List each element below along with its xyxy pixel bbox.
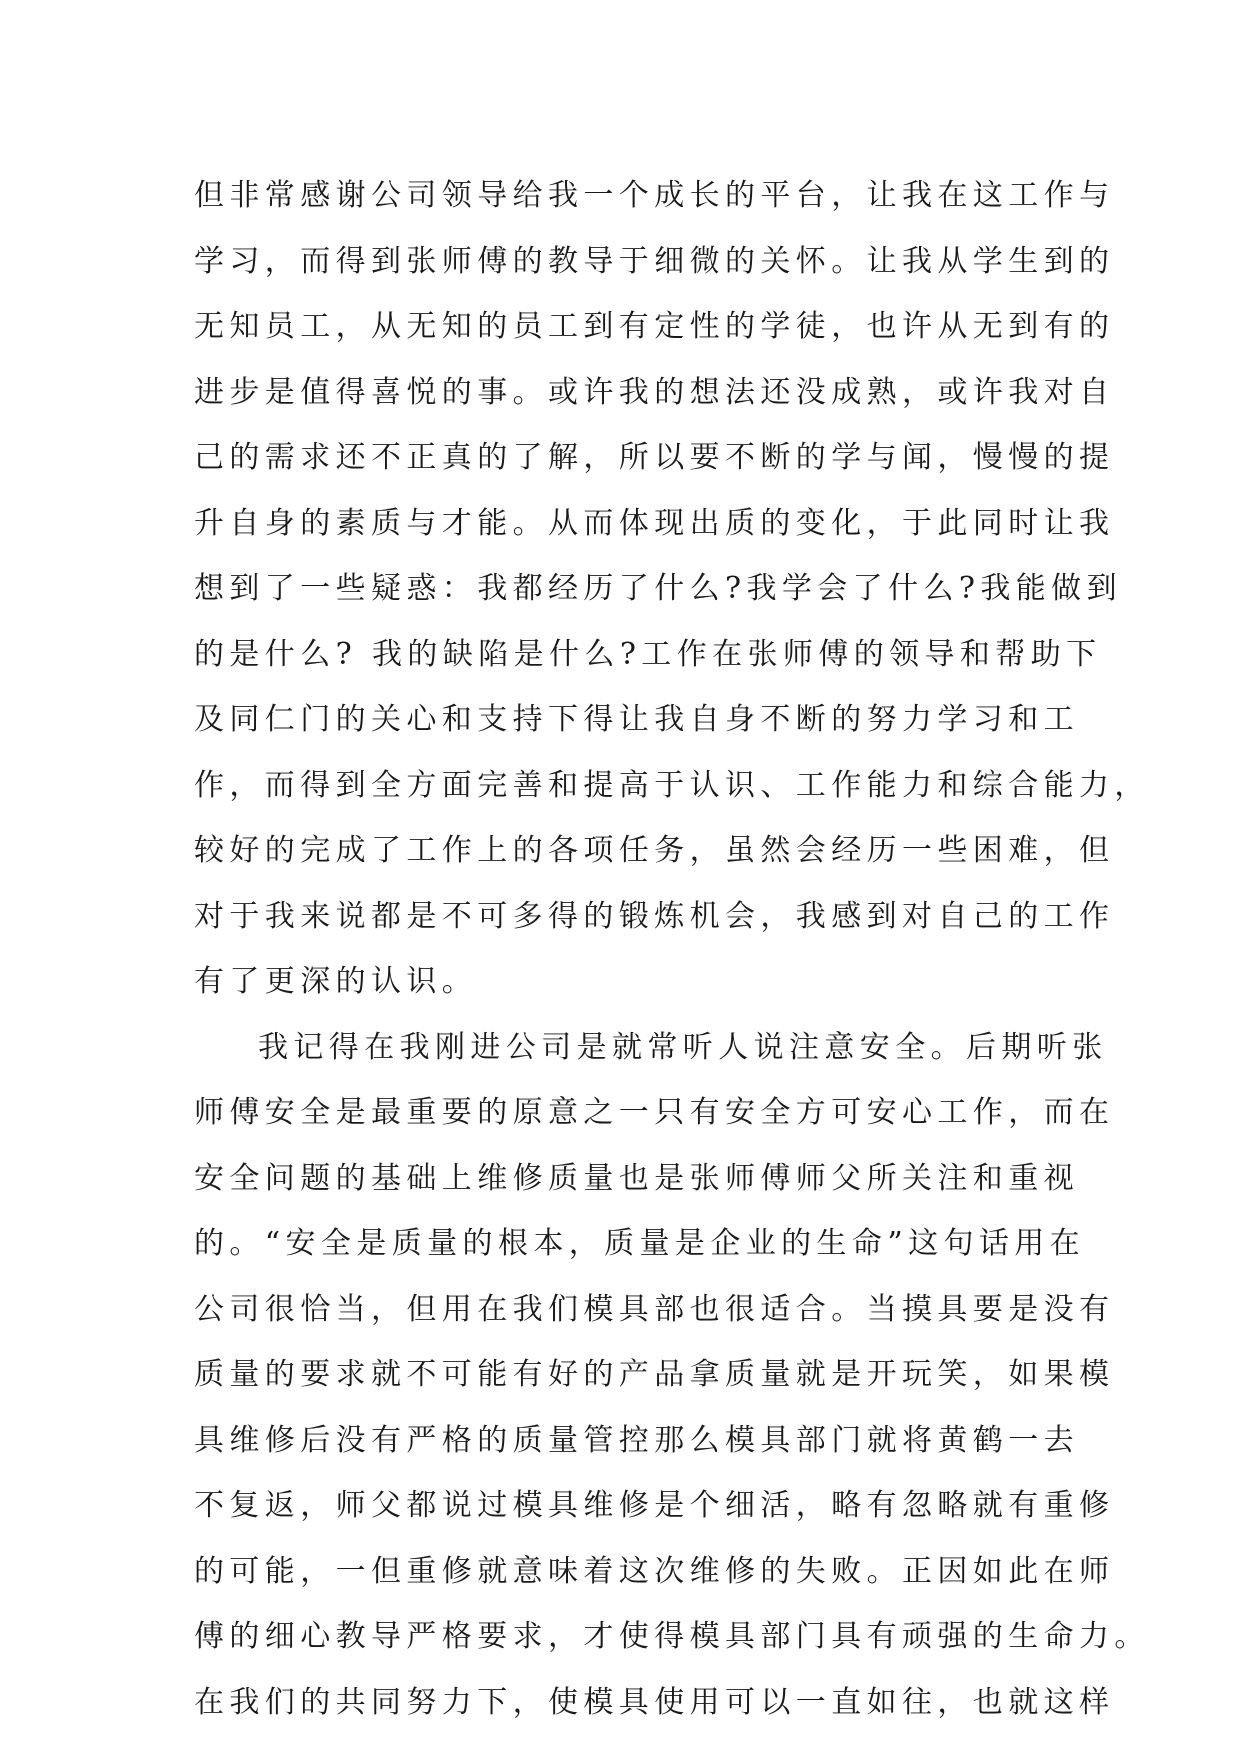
text-line: 无知员工，从无知的员工到有定性的学徒，也许从无到有的	[194, 309, 1115, 344]
text-line: 在我们的共同努力下，使模具使用可以一直如往，也就这样	[194, 1684, 1115, 1720]
text-line: 的。“安全是质量的根本，质量是企业的生命”这句话用在	[194, 1226, 1086, 1261]
text-line: 升自身的素质与才能。从而体现出质的变化，于此同时让我	[194, 505, 1115, 541]
text-line: 想到了一些疑惑：我都经历了什么?我学会了什么?我能做到	[194, 571, 1122, 606]
text-line: 安全问题的基础上维修质量也是张师傅师父所关注和重视	[194, 1160, 1079, 1196]
text-line: 不复返，师父都说过模具维修是个细活，略有忽略就有重修	[194, 1488, 1115, 1523]
text-line: 及同仁门的关心和支持下得让我自身不断的努力学习和工	[194, 702, 1079, 737]
text-line: 较好的完成了工作上的各项任务，虽然会经历一些困难，但	[194, 833, 1115, 868]
text-line: 的可能，一但重修就意味着这次维修的失败。正因如此在师	[194, 1553, 1115, 1589]
text-line: 对于我来说都是不可多得的锻炼机会，我感到对自己的工作	[194, 898, 1115, 934]
text-line: 公司很恰当，但用在我们模具部也很适合。当摸具要是没有	[194, 1291, 1115, 1327]
text-line: 作，而得到全方面完善和提高于认识、工作能力和综合能力，	[194, 767, 1150, 803]
text-line-indented: 我记得在我刚进公司是就常听人说注意安全。后期听张	[258, 1029, 1108, 1065]
text-line: 质量的要求就不可能有好的产品拿质量就是开玩笑，如果模	[194, 1357, 1115, 1392]
text-line: 进步是值得喜悦的事。或许我的想法还没成熟，或许我对自	[194, 374, 1115, 410]
text-line: 师傅安全是最重要的原意之一只有安全方可安心工作，而在	[194, 1095, 1115, 1130]
text-line: 有了更深的认识。	[194, 964, 478, 999]
text-line: 傅的细心教导严格要求，才使得模具部门具有顽强的生命力。	[194, 1619, 1150, 1654]
text-line: 的是什么? 我的缺陷是什么?工作在张师傅的领导和帮助下	[194, 636, 1102, 672]
text-line: 学习，而得到张师傅的教导于细微的关怀。让我从学生到的	[194, 243, 1115, 279]
text-line: 但非常感谢公司领导给我一个成长的平台，让我在这工作与	[194, 178, 1115, 213]
text-line: 己的需求还不正真的了解，所以要不断的学与闻，慢慢的提	[194, 440, 1115, 475]
body-text	[194, 163, 1150, 1735]
text-line: 具维修后没有严格的质量管控那么模具部门就将黄鹤一去	[194, 1422, 1079, 1458]
